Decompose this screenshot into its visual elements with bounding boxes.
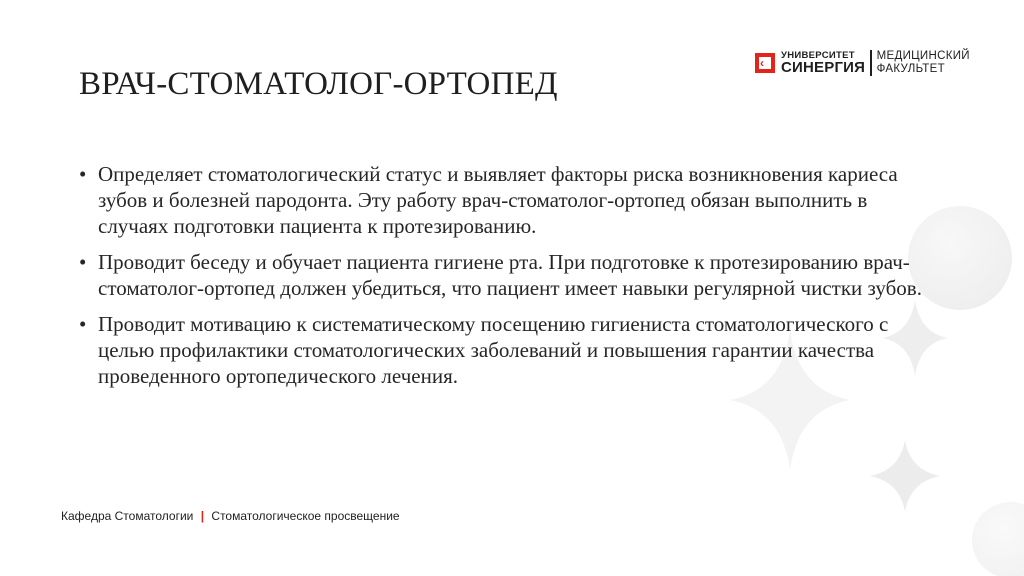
list-item	[79, 161, 939, 239]
logo-line2: СИНЕРГИЯ	[781, 59, 866, 77]
bullet-text: Проводит беседу и обучает пациента гигиене рта. При подготовке к протезированию врач-стоматолог-ортопед должен убедиться, что пациент имеет навыки регулярной чистки зубов.	[98, 250, 922, 300]
footer	[61, 509, 400, 523]
logo-separator	[870, 50, 872, 76]
logo-mark-icon: ‹	[755, 53, 775, 73]
logo-faculty	[877, 50, 970, 76]
bullet-text: Определяет стоматологический статус и выявляет факторы риска возникновения кариеса зубов и болезней пародонта. Эту работу врач-стоматолог-ортопед обязан выполнить в случаях подготовки пациента к протезированию.	[98, 162, 898, 238]
bullet-list	[79, 161, 939, 399]
bullet-icon: •	[79, 250, 87, 274]
decor-circle-small	[972, 502, 1024, 576]
bullet-icon: •	[79, 162, 87, 186]
logo-line1: УНИВЕРСИТЕТ	[781, 49, 855, 61]
logo-faculty-line2: ФАКУЛЬТЕТ	[876, 63, 945, 75]
footer-topic: Стоматологическое просвещение	[211, 509, 400, 523]
decor-sparkle-3	[870, 440, 940, 512]
bullet-text: Проводит мотивацию к систематическому посещению гигиениста стоматологического с целью профилактики стоматологических заболеваний и повышения гарантии качества проведенного ортопедического лечения.	[98, 312, 889, 388]
logo-faculty-line1: МЕДИЦИНСКИЙ	[876, 49, 970, 62]
footer-department: Кафедра Стоматологии	[61, 509, 194, 523]
bullet-icon: •	[79, 312, 87, 336]
list-item	[79, 311, 939, 389]
list-item	[79, 249, 939, 301]
footer-separator: |	[200, 509, 205, 523]
page-title: ВРАЧ-СТОМАТОЛОГ-ОРТОПЕД	[79, 66, 558, 102]
synergy-logo	[755, 49, 970, 77]
logo-university	[781, 51, 865, 76]
